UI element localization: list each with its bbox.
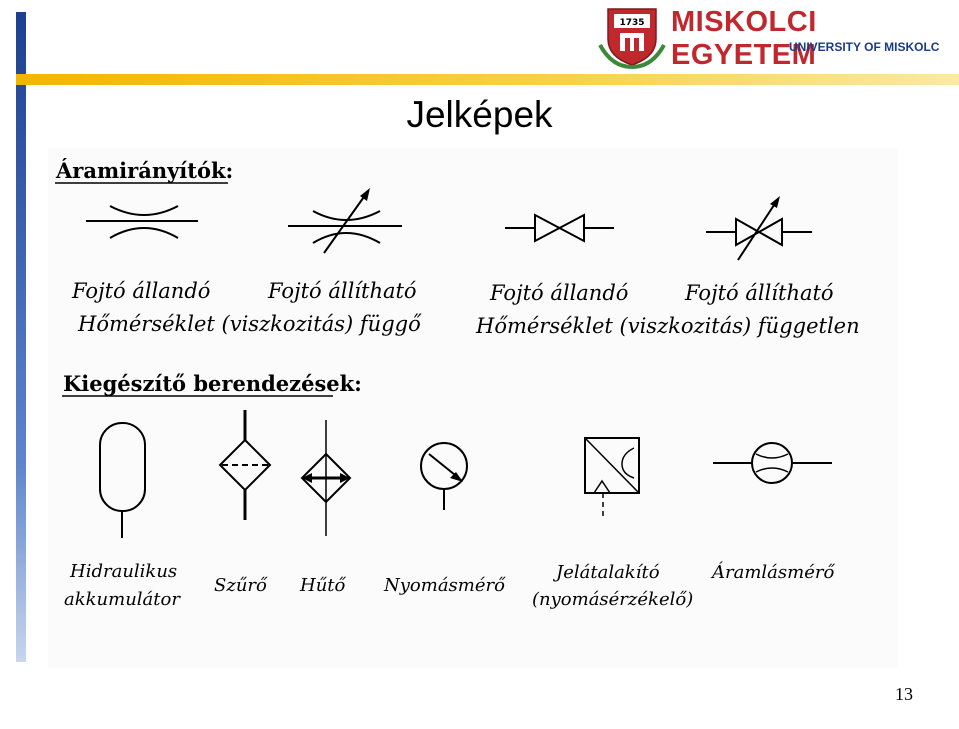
label-cooler: Hűtő [300,575,346,596]
page-number: 13 [895,684,913,704]
crest-year: 1735 [619,18,645,28]
label-throttle-adjustable-2: Fojtó állítható [685,281,834,305]
filter-symbol [220,410,270,520]
label-accumulator-2: akkumulátor [64,589,180,610]
top-accent-bar [16,74,959,85]
pressure-gauge-symbol [421,443,467,510]
throttle-fixed-independent-symbol [505,215,614,241]
label-throttle-fixed-2: Fojtó állandó [490,281,629,305]
label-throttle-adjustable-1: Fojtó állítható [268,279,417,303]
throttle-fixed-symbol [86,206,198,238]
throttle-adjustable-symbol [288,188,402,253]
label-accumulator-1: Hidraulikus [70,561,178,582]
symbols-figure [48,148,898,668]
throttle-adjustable-independent-symbol [706,196,812,260]
university-crest-icon [598,5,666,69]
label-flow-meter: Áramlásmérő [712,562,835,583]
transducer-symbol [585,438,639,520]
label-transducer-1: Jelátalakító [556,562,660,583]
section1-heading: Áramirányítók: [56,158,234,183]
logo-title: MISKOLCI EGYETEM [671,6,817,71]
logo-subtitle: UNIVERSITY OF MISKOLC [789,40,940,54]
accumulator-symbol [100,423,145,538]
label-temp-dependent: Hőmérséklet (viszkozitás) függő [78,312,421,336]
cooler-symbol [302,420,350,536]
slide-title: Jelképek [406,94,553,135]
label-temp-independent: Hőmérséklet (viszkozitás) független [476,314,860,338]
label-pressure-gauge: Nyomásmérő [384,575,505,596]
section2-heading: Kiegészítő berendezések: [63,371,362,396]
label-throttle-fixed-1: Fojtó állandó [72,279,211,303]
label-transducer-2: (nyomásérzékelő) [532,589,694,610]
label-filter: Szűrő [214,575,267,596]
flow-meter-symbol [713,443,832,483]
